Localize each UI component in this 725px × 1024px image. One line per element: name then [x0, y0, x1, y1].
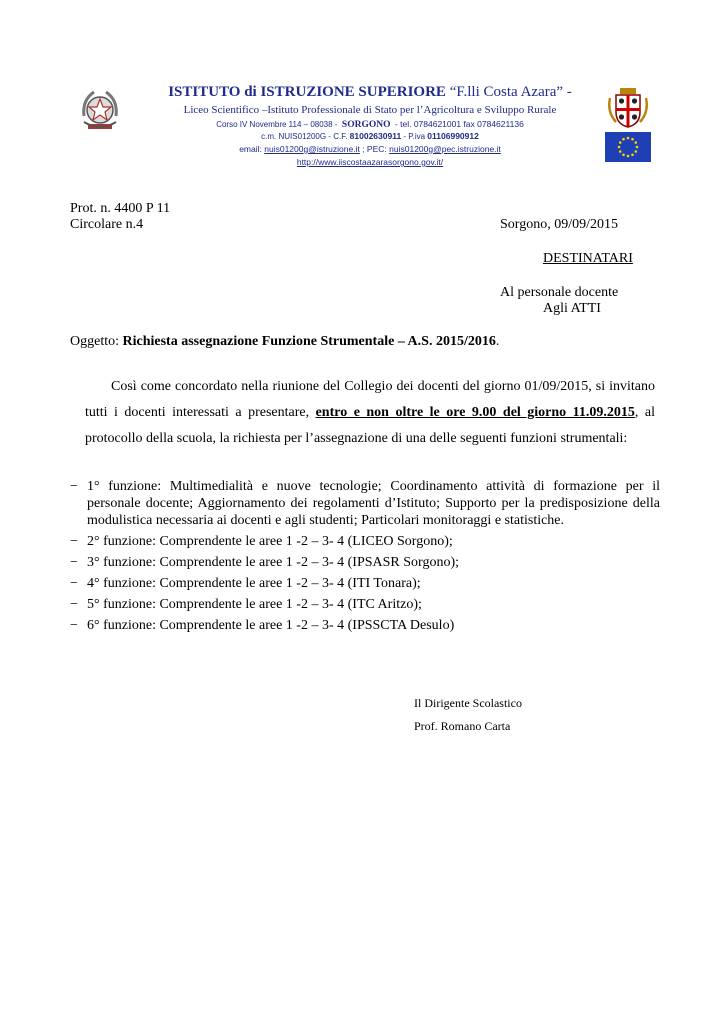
deadline-text: entro e non oltre le ore 9.00 del giorno 11.09.2015: [315, 405, 635, 420]
eu-star-icon: [619, 150, 622, 153]
institute-address: Corso IV Novembre 114 – 08038 - SORGONO - tel. 0784621001 fax 0784621136: [216, 119, 524, 130]
eu-star-icon: [631, 138, 634, 141]
list-item: − 3° funzione: Comprendente le aree 1 -2 – 3- 4 (IPSASR Sorgono);: [70, 555, 459, 570]
functions-list: [70, 478, 660, 638]
institute-website: [140, 157, 600, 167]
recipients-heading: DESTINATARI: [543, 251, 633, 266]
website-link[interactable]: http://www.iiscostaazarasorgono.gov.it/: [296, 157, 444, 167]
subject-text: Richiesta assegnazione Funzione Strumentale – A.S. 2015/2016: [122, 334, 496, 349]
recipient-teachers: Al personale docente: [500, 285, 619, 300]
signature-role: Il Dirigente Scolastico: [414, 696, 522, 710]
list-item: − 5° funzione: Comprendente le aree 1 -2 – 3- 4 (ITC Aritzo);: [70, 597, 422, 612]
protocol-number: Prot. n. 4400 P 11: [70, 201, 171, 216]
eu-star-icon: [636, 146, 639, 149]
subject-line: Oggetto: Richiesta assegnazione Funzione Strumentale – A.S. 2015/2016.: [70, 334, 500, 349]
recipient-records: Agli ATTI: [543, 301, 601, 316]
sardinia-coat-of-arms-icon: [607, 86, 649, 128]
eu-star-icon: [622, 138, 625, 141]
eu-star-icon: [619, 141, 622, 144]
eu-star-icon: [627, 155, 630, 158]
circular-number: Circolare n.4: [70, 217, 144, 232]
list-item: − 2° funzione: Comprendente le aree 1 -2 – 3- 4 (LICEO Sorgono);: [70, 534, 453, 549]
list-item: − 4° funzione: Comprendente le aree 1 -2 – 3- 4 (ITI Tonara);: [70, 576, 421, 591]
institute-emails: email: nuis01200g@istruzione.it ; PEC: nuis01200g@pec.istruzione.it: [239, 144, 501, 154]
list-item: − 6° funzione: Comprendente le aree 1 -2 – 3- 4 (IPSSCTA Desulo): [70, 618, 455, 633]
italian-republic-emblem-icon: [78, 86, 122, 134]
signature-name: Prof. Romano Carta: [414, 719, 511, 733]
eu-star-icon: [634, 150, 637, 153]
email-link[interactable]: nuis01200g@istruzione.it: [264, 144, 360, 154]
institute-fiscal-codes: c.m. NUIS01200G - C.F. 81002630911 - P.iva 01106990912: [261, 131, 479, 141]
eu-star-icon: [631, 153, 634, 156]
pec-email-link[interactable]: nuis01200g@pec.istruzione.it: [389, 144, 501, 154]
list-item: − 1° funzione: Multimedialità e nuove tecnologie; Coordinamento attività di formazione per il personale docente; Aggiornamento dei regolamenti d’Istituto; Supporto per la predisposizione della modulistica necessaria ai docenti e agli studenti; Particolari monitoraggi e statistiche.: [70, 479, 660, 528]
eu-star-icon: [627, 137, 630, 140]
body-paragraph: Così come concordato nella riunione del Collegio dei docenti del giorno 01/09/2015, si invitano tutti i docenti interessati a presentare, entro e non oltre le ore 9.00 del giorno 11.09.2015, al protocollo della scuola, la richiesta per l’assegnazione di una delle seguenti funzioni strumentali:: [85, 379, 655, 446]
eu-star-icon: [622, 153, 625, 156]
eu-star-icon: [634, 141, 637, 144]
eu-star-icon: [618, 146, 621, 149]
eu-flag-icon: [605, 132, 651, 162]
institute-title: ISTITUTO di ISTRUZIONE SUPERIORE “F.lli Costa Azara” -: [168, 84, 572, 100]
letter-date: Sorgono, 09/09/2015: [500, 217, 618, 232]
institute-subtitle: Liceo Scientifico –Istituto Professionale di Stato per l’Agricoltura e Sviluppo Rurale: [183, 104, 557, 116]
